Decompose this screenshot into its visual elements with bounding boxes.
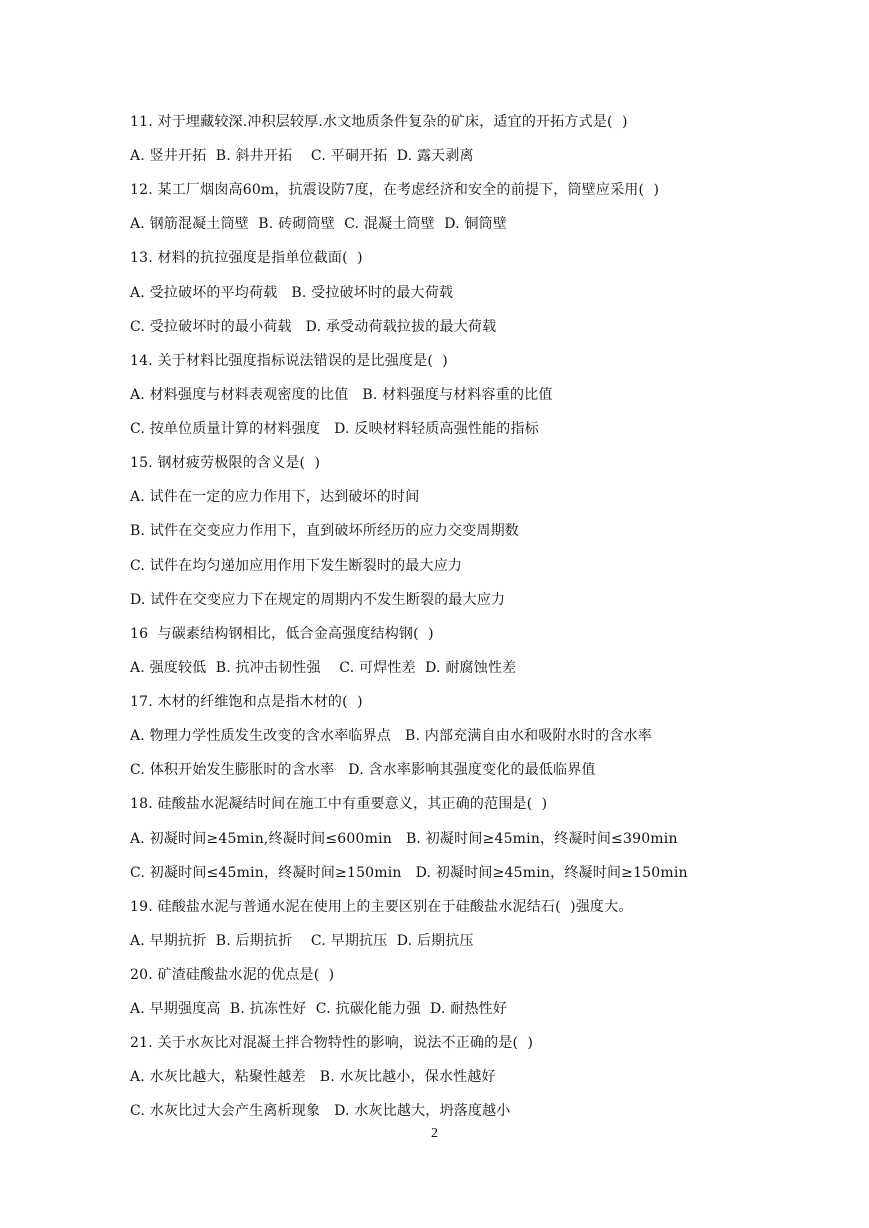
question-17-options-cd: C. 体积开始发生膨胀时的含水率 D. 含水率影响其强度变化的最低临界值 <box>130 762 596 778</box>
question-18-options-cd: C. 初凝时间≤45min，终凝时间≥150min D. 初凝时间≥45min，终凝时间≥150min <box>130 865 688 881</box>
question-21-options-cd: C. 水灰比过大会产生离析现象 D. 水灰比越大，坍落度越小 <box>130 1103 511 1119</box>
question-15-option-c: C. 试件在均匀递加应用作用下发生断裂时的最大应力 <box>130 558 463 574</box>
question-15: 15. 钢材疲劳极限的含义是( ) <box>130 455 321 471</box>
question-20-options: A. 早期强度高 B. 抗冻性好 C. 抗碳化能力强 D. 耐热性好 <box>130 1001 508 1017</box>
question-14: 14. 关于材料比强度指标说法错误的是比强度是( ) <box>130 353 448 369</box>
question-12: 12. 某工厂烟囱高60m，抗震设防7度，在考虑经济和安全的前提下，筒壁应采用( ) <box>130 182 660 198</box>
question-17: 17. 木材的纤维饱和点是指木材的( ) <box>130 694 363 710</box>
question-12-options: A. 钢筋混凝土筒壁 B. 砖砌筒壁 C. 混凝土筒壁 D. 铜筒壁 <box>130 216 508 232</box>
question-14-options-ab: A. 材料强度与材料表观密度的比值 B. 材料强度与材料容重的比值 <box>130 387 553 403</box>
question-19-options: A. 早期抗折 B. 后期抗折 C. 早期抗压 D. 后期抗压 <box>130 933 474 949</box>
question-18: 18. 硅酸盐水泥凝结时间在施工中有重要意义，其正确的范围是( ) <box>130 796 548 812</box>
question-21: 21. 关于水灰比对混凝土拌合物特性的影响，说法不正确的是( ) <box>130 1035 534 1051</box>
question-15-option-a: A. 试件在一定的应力作用下，达到破坏的时间 <box>130 489 420 505</box>
question-21-options-ab: A. 水灰比越大，粘聚性越差 B. 水灰比越小，保水性越好 <box>130 1069 496 1085</box>
question-20: 20. 矿渣硅酸盐水泥的优点是( ) <box>130 967 335 983</box>
question-11-options: A. 竖井开拓 B. 斜井开拓 C. 平硐开拓 D. 露天剥离 <box>130 148 474 164</box>
question-14-options-cd: C. 按单位质量计算的材料强度 D. 反映材料轻质高强性能的指标 <box>130 421 539 437</box>
question-13-options-ab: A. 受拉破坏的平均荷载 B. 受拉破坏时的最大荷载 <box>130 285 454 301</box>
question-16-options: A. 强度较低 B. 抗冲击韧性强 C. 可焊性差 D. 耐腐蚀性差 <box>130 660 517 676</box>
question-16: 16 与碳素结构钢相比，低合金高强度结构钢( ) <box>130 626 434 642</box>
question-11: 11. 对于埋藏较深.冲积层较厚.水文地质条件复杂的矿床，适宜的开拓方式是( ) <box>130 114 628 130</box>
question-17-options-ab: A. 物理力学性质发生改变的含水率临界点 B. 内部充满自由水和吸附水时的含水率 <box>130 728 652 744</box>
page-number: 2 <box>431 1126 438 1141</box>
question-19: 19. 硅酸盐水泥与普通水泥在使用上的主要区别在于硅酸盐水泥结石( )强度大。 <box>130 899 633 915</box>
question-15-option-b: B. 试件在交变应力作用下，直到破坏所经历的应力交变周期数 <box>130 523 519 539</box>
question-13-options-cd: C. 受拉破坏时的最小荷载 D. 承受动荷载拉拔的最大荷载 <box>130 319 497 335</box>
question-13: 13. 材料的抗拉强度是指单位截面( ) <box>130 250 363 266</box>
question-15-option-d: D. 试件在交变应力下在规定的周期内不发生断裂的最大应力 <box>130 592 506 608</box>
question-18-options-ab: A. 初凝时间≥45min,终凝时间≤600min B. 初凝时间≥45min，终凝时间≤390min <box>130 831 678 847</box>
